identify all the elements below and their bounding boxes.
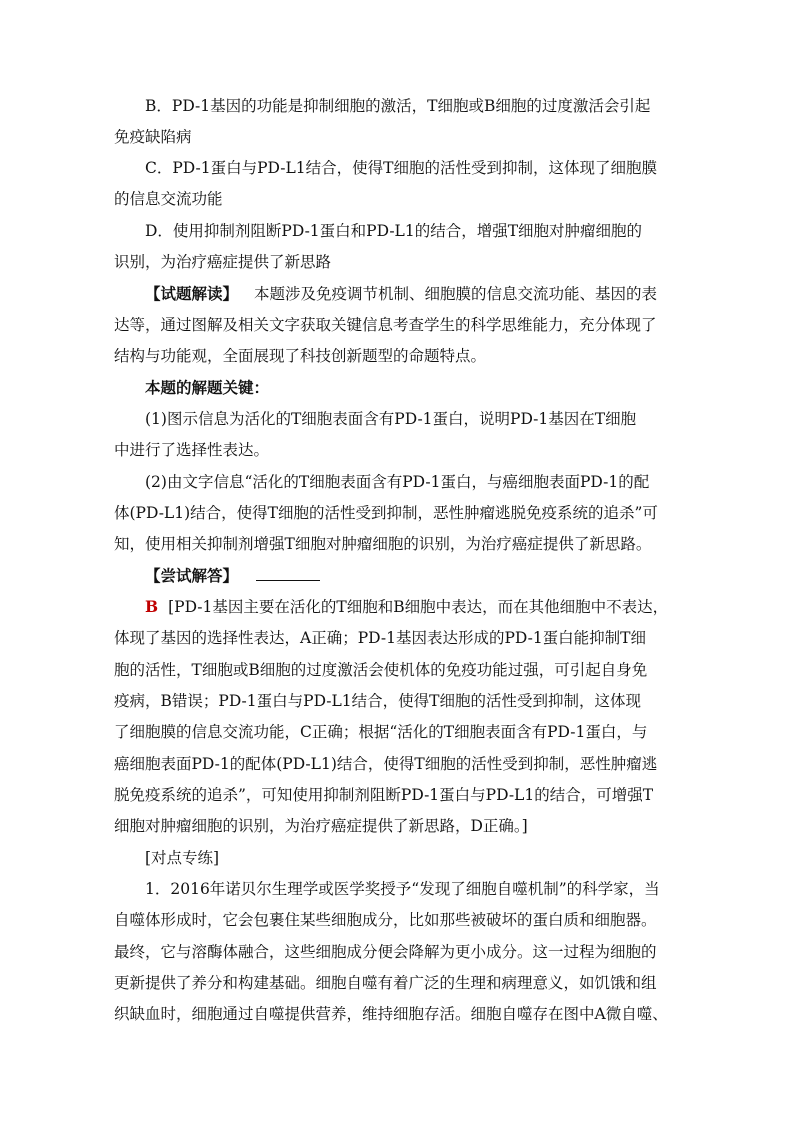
answer-line-2: 体现了基因的选择性表达，A正确；PD-1基因表达形成的PD-1蛋白能抑制T细	[114, 629, 647, 647]
interpretation-line-3: 结构与功能观，全面展现了科技创新题型的命题特点。	[114, 347, 487, 365]
option-c-line-2: 的信息交流功能	[114, 190, 223, 208]
answer-line-3: 胞的活性，T细胞或B细胞的过度激活会使机体的免疫功能过强，可引起自身免	[114, 661, 648, 679]
interpretation-line-1	[0, 279, 794, 309]
key-points-heading: 本题的解题关键：	[145, 378, 270, 397]
answer-line-1	[0, 592, 794, 622]
answer-line-5: 了细胞膜的信息交流功能，C正确；根据“活化的T细胞表面含有PD-1蛋白，与	[114, 723, 648, 741]
interpretation-text: 本题涉及免疫调节机制、细胞膜的信息交流功能、基因的表	[254, 285, 658, 303]
option-c-line-1: C．PD-1蛋白与PD-L1结合，使得T细胞的活性受到抑制，这体现了细胞膜	[145, 159, 657, 177]
option-b-line-2: 免疫缺陷病	[114, 128, 192, 146]
question-1-line-3: 最终，它与溶酶体融合，这些细胞成分便会降解为更小成分。这一过程为细胞的	[114, 943, 657, 961]
question-1-line-2: 自噬体形成时，它会包裹住某些细胞成分，比如那些被破坏的蛋白质和细胞器。	[114, 911, 657, 929]
question-1-line-5: 织缺血时，细胞通过自噬提供营养，维持细胞存活。细胞自噬存在图中A微自噬、	[114, 1005, 668, 1023]
interpretation-tag: 【试题解读】	[145, 284, 239, 303]
key-point-1-line-1: (1)图示信息为活化的T细胞表面含有PD-1蛋白，说明PD-1基因在T细胞	[145, 410, 637, 428]
practice-heading: [对点专练]	[145, 849, 220, 867]
answer-line-8: 细胞对肿瘤细胞的识别，为治疗癌症提供了新思路，D正确。]	[114, 817, 528, 835]
option-d-line-2: 识别，为治疗癌症提供了新思路	[114, 253, 332, 271]
question-1-line-4: 更新提供了养分和构建基础。细胞自噬有着广泛的生理和病理意义，如饥饿和组	[114, 974, 657, 992]
answer-blank	[256, 562, 320, 581]
answer-line-6: 癌细胞表面PD-1的配体(PD-L1)结合，使得T细胞的活性受到抑制，恶性肿瘤逃	[114, 755, 658, 773]
key-point-2-line-3: 知，使用相关抑制剂增强T细胞对肿瘤细胞的识别，为治疗癌症提供了新思路。	[114, 535, 652, 553]
key-point-2-line-1: (2)由文字信息“活化的T细胞表面含有PD-1蛋白，与癌细胞表面PD-1的配	[145, 473, 650, 491]
answer-line-4: 疫病，B错误；PD-1蛋白与PD-L1结合，使得T细胞的活性受到抑制，这体现	[114, 692, 642, 710]
try-answer-line	[0, 561, 794, 591]
option-b-line-1: B．PD-1基因的功能是抑制细胞的激活，T细胞或B细胞的过度激活会引起	[145, 97, 651, 115]
option-d-line-1: D．使用抑制剂阻断PD-1蛋白和PD-L1的结合，增强T细胞对肿瘤细胞的	[145, 222, 643, 240]
answer-letter: B	[145, 597, 159, 616]
answer-text-1: [PD-1基因主要在活化的T细胞和B细胞中表达，而在其他细胞中不表达，	[168, 598, 669, 616]
key-point-1-line-2: 中进行了选择性表达。	[114, 441, 270, 459]
try-answer-tag: 【尝试解答】	[145, 566, 239, 585]
question-1-line-1: 1．2016年诺贝尔生理学或医学奖授予“发现了细胞自噬机制”的科学家，当	[145, 880, 660, 898]
interpretation-line-2: 达等，通过图解及相关文字获取关键信息考查学生的科学思维能力，充分体现了	[114, 316, 657, 334]
key-point-2-line-2: 体(PD-L1)结合，使得T细胞的活性受到抑制，恶性肿瘤逃脱免疫系统的追杀”可	[114, 504, 658, 522]
answer-line-7: 脱免疫系统的追杀”，可知使用抑制剂阻断PD-1蛋白与PD-L1的结合，可增强T	[114, 786, 654, 804]
